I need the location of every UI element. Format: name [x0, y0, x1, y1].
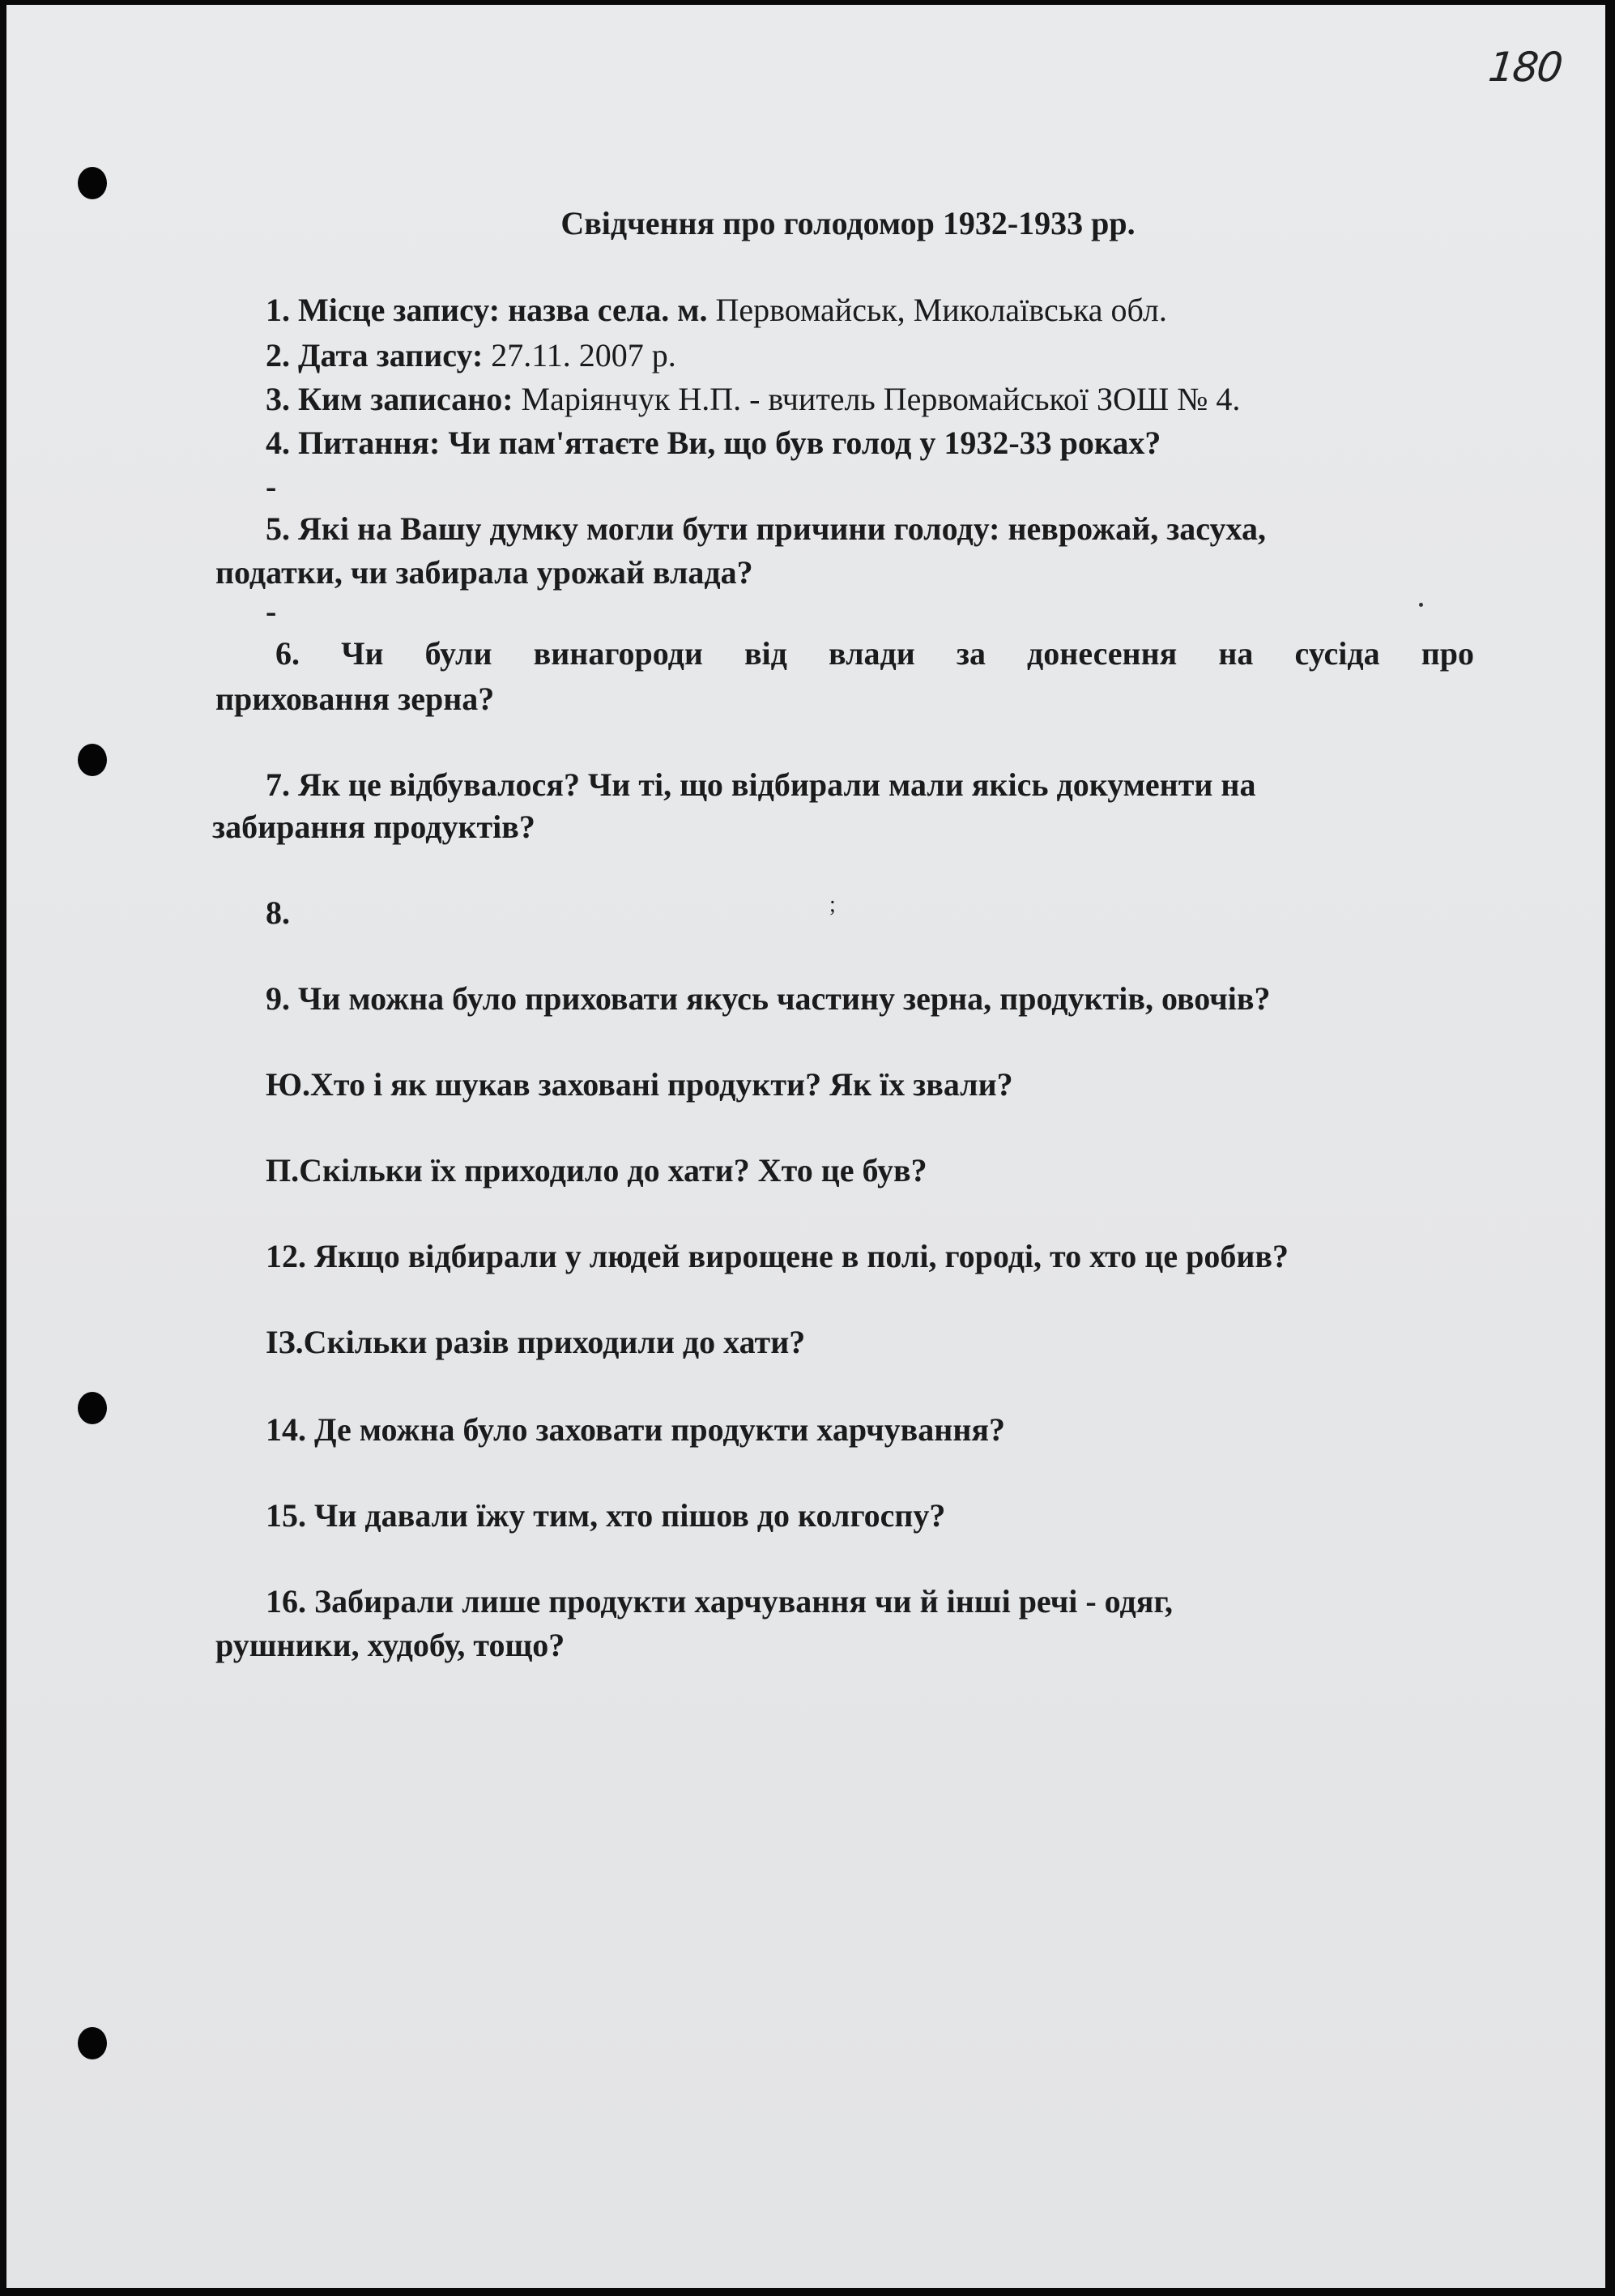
- question-3: [266, 378, 1240, 421]
- question-13: ІЗ.Скільки разів приходили до хати?: [266, 1324, 806, 1360]
- question-1-label: 1. Місце запису: назва села.: [266, 292, 670, 328]
- question-3-value: Маріянчук Н.П. - вчитель Первомайської ЗОШ № 4.: [521, 381, 1241, 417]
- question-2-label: 2. Дата запису:: [266, 337, 484, 373]
- question-6-line-2: приховання зерна?: [215, 681, 495, 717]
- question-12: 12. Якщо відбирали у людей вирощене в полі, городі, то хто це робив?: [266, 1238, 1289, 1274]
- question-16-line-2: рушники, худобу, тощо?: [215, 1627, 565, 1663]
- question-1-value: Первомайськ, Миколаївська обл.: [715, 292, 1167, 328]
- question-8: 8.: [266, 894, 290, 931]
- question-5-line-2: податки, чи забирала урожай влада?: [215, 554, 753, 591]
- document-title: Свідчення про голодомор 1932-1933 рр.: [560, 205, 1136, 241]
- question-14: 14. Де можна було заховати продукти харчування?: [266, 1411, 1006, 1448]
- question-1-prefix: м.: [677, 292, 708, 328]
- question-2-value: 27.11. 2007 р.: [491, 337, 676, 373]
- question-3-label: 3. Ким записано:: [266, 381, 513, 417]
- question-8-mark: ;: [829, 892, 836, 917]
- question-11: П.Скільки їх приходило до хати? Хто це був?: [266, 1152, 927, 1189]
- question-5-answer: -: [266, 593, 277, 629]
- page-number: 180: [1485, 44, 1564, 91]
- question-7-line-2: забирання продуктів?: [212, 809, 535, 845]
- question-15: 15. Чи давали їжу тим, хто пішов до колгоспу?: [266, 1497, 946, 1534]
- question-10: Ю.Хто і як шукав заховані продукти? Як їх звали?: [266, 1066, 1013, 1103]
- punch-hole-3: [78, 1392, 107, 1424]
- question-2: [266, 334, 676, 378]
- question-6-line-1: 6. Чи були винагороди від влади за донесення на сусіда про: [275, 635, 1474, 672]
- question-7-line-1: 7. Як це відбувалося? Чи ті, що відбирали мали якісь документи на: [266, 766, 1256, 803]
- question-1: [266, 288, 1167, 332]
- stray-dot: [1419, 603, 1423, 607]
- question-16-line-1: 16. Забирали лише продукти харчування чи й інші речі - одяг,: [266, 1583, 1174, 1620]
- question-4: 4. Питання: Чи пам'ятаєте Ви, що був голод у 1932-33 роках?: [266, 425, 1161, 461]
- document-page: [6, 5, 1605, 2288]
- question-5-line-1: 5. Які на Вашу думку могли бути причини голоду: неврожай, засуха,: [266, 510, 1266, 547]
- question-4-answer: -: [266, 468, 277, 505]
- question-9: 9. Чи можна було приховати якусь частину зерна, продуктів, овочів?: [266, 980, 1271, 1017]
- punch-hole-1: [78, 167, 107, 199]
- punch-hole-4: [78, 2027, 107, 2059]
- punch-hole-2: [78, 744, 107, 776]
